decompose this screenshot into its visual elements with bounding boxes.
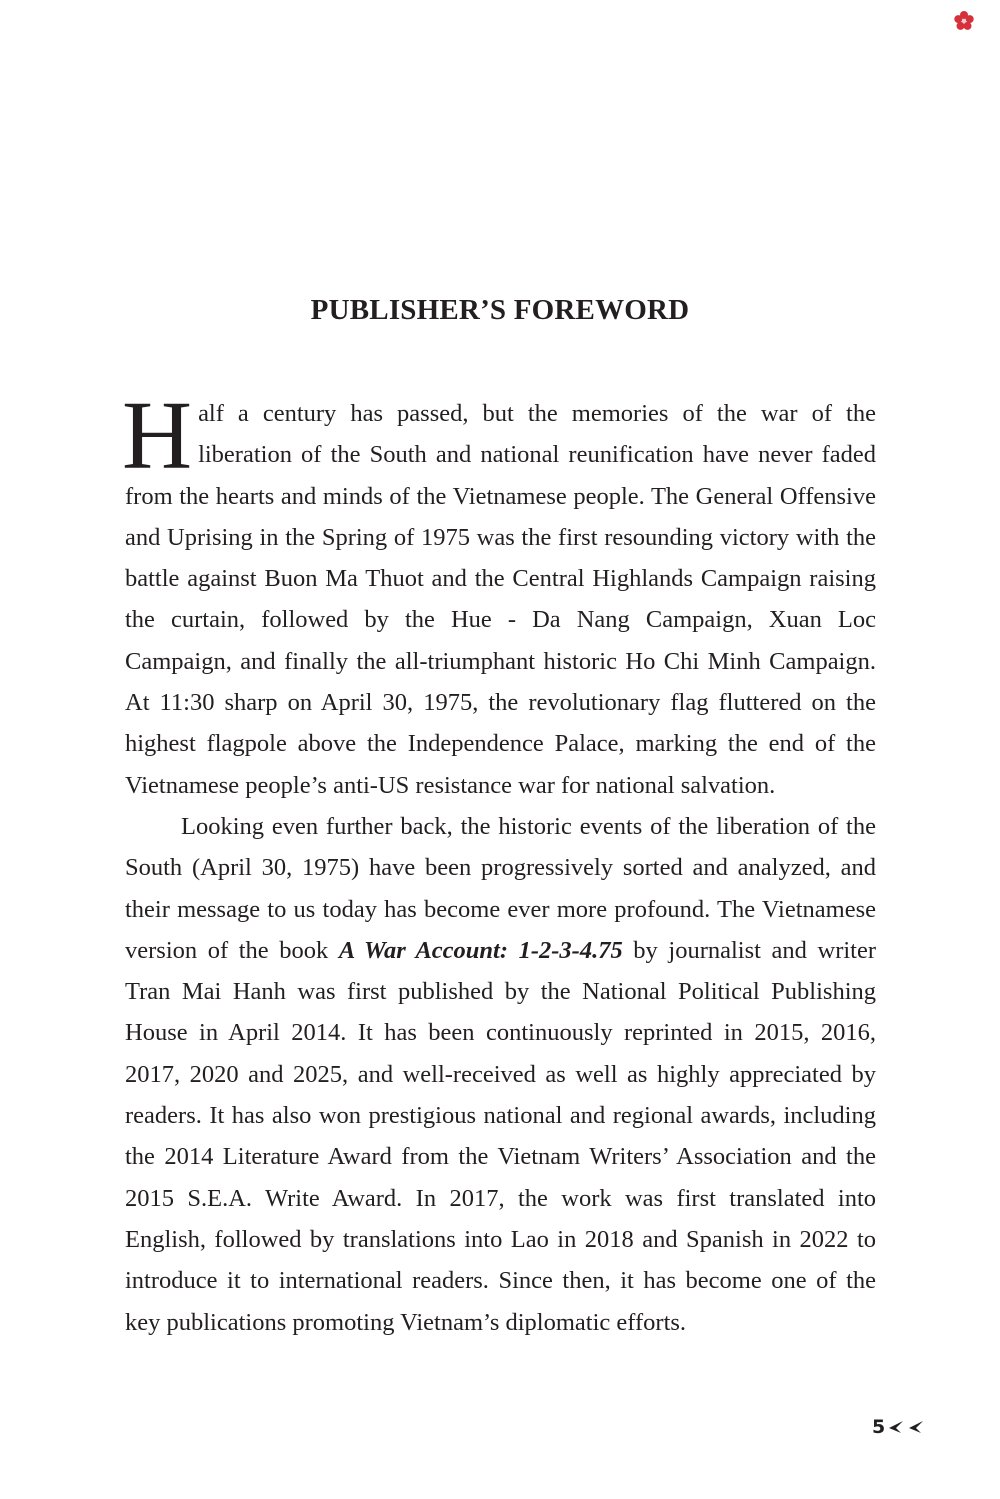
book-title: A War Account: 1-2-3-4.75: [338, 936, 623, 964]
arrow-left-icon: [887, 1418, 905, 1436]
page-folio: [872, 1416, 925, 1438]
paragraph-1: [122, 382, 876, 806]
page-title: PUBLISHER’S FOREWORD: [310, 294, 690, 326]
page-number: 5: [872, 1416, 886, 1438]
flower-ornament-icon: [953, 10, 975, 32]
paragraph-2: [125, 806, 876, 1343]
paragraph-2-text-end: by journalist and writer Tran Mai Hanh was first published by the National Political Publishing House in April 2014. It has been continuously reprinted in 2015, 2016, 2017, 2020 and 2025, and well-received as well as highly appreciated by readers. It has also won prestigious national and regional awards, including the 2014 Literature Award from the Vietnam Writers’ Association and the 2015 S.E.A. Write Award. In 2017, the work was first translated into English, followed by translations into Lao in 2018 and Spanish in 2022 to introduce it to international readers. Since then, it has become one of the key publications promoting Vietnam’s diplomatic efforts.: [125, 936, 877, 1336]
body-text: [122, 382, 877, 1343]
paragraph-2-text-start: Looking even further back, the historic events of the liberation of the South (April 30, 1975) have been progressively sorted and analyzed, and their message to us today has become ever more profound. The Vietnamese version of the book: [125, 812, 876, 964]
paragraph-1-text: alf a century has passed, but the memories of the war of the liberation of the South and national reunification have never faded from the hearts and minds of the Vietnamese people. The General Offensive and Uprising in the Spring of 1975 was the first resounding victory with the battle against Buon Ma Thuot and the Central Highlands Campaign raising the curtain, followed by the Hue - Da Nang Campaign, Xuan Loc Campaign, and finally the all-triumphant historic Ho Chi Minh Campaign. At 11:30 sharp on April 30, 1975, the revolutionary flag fluttered on the highest flagpole above the Independence Palace, marking the end of the Vietnamese people’s anti-US resistance war for national salvation.: [125, 400, 876, 799]
drop-cap: H: [122, 382, 193, 489]
arrow-left-icon: [907, 1418, 925, 1436]
